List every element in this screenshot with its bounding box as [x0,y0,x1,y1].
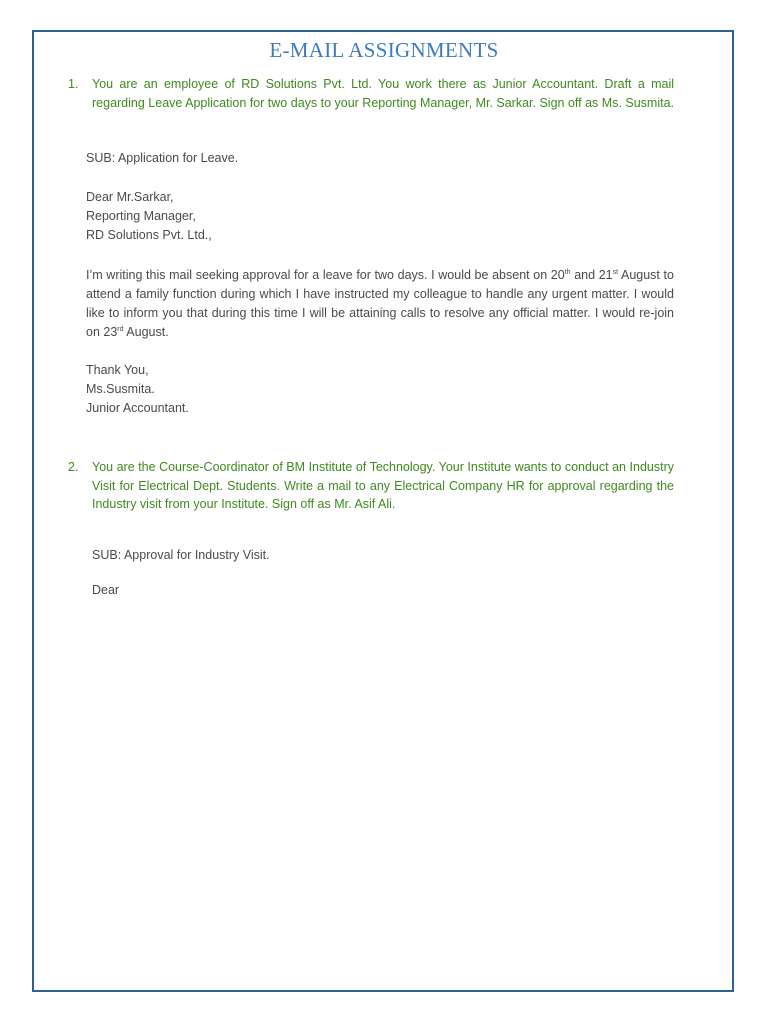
question-1-text: You are an employee of RD Solutions Pvt. Ltd. You work there as Junior Accountant. Draft a mail regarding Leave Application for two days to your Reporting Manager, Mr. Sarkar. Sign off as Ms. Susmita. [92,77,675,110]
q2-salutation: Dear [92,583,120,597]
q1-salutation-name: Dear Mr.Sarkar, [86,190,174,204]
q1-body-paragraph: I’m writing this mail seeking approval for a leave for two days. I would be absent on 20th and 21st August to attend a family function during which I have instructed my colleague to handle any urgent matter. I would like to inform you that during this time I will be attaining calls to resolve any official matter. I would re-join on 23rd August. [86,268,674,339]
q1-salutation-title: Reporting Manager, [86,209,196,223]
q1-closing-thanks: Thank You, [86,363,149,377]
q2-subject: SUB: Approval for Industry Visit. [92,548,270,562]
q1-closing-title: Junior Accountant. [86,401,189,415]
question-2-number: 2. [68,460,79,474]
q1-subject: SUB: Application for Leave. [86,151,239,165]
q1-closing-name: Ms.Susmita. [86,382,155,396]
page-title: E-MAIL ASSIGNMENTS [269,38,499,62]
question-2-text: You are the Course-Coordinator of BM Institute of Technology. Your Institute wants to conduct an Industry Visit for Electrical Dept. Students. Write a mail to any Electrical Company HR for approval regarding the Industry visit from your Institute. Sign off as Mr. Asif Ali. [92,460,674,511]
question-1-number: 1. [68,77,79,91]
q1-salutation-company: RD Solutions Pvt. Ltd., [86,228,212,242]
